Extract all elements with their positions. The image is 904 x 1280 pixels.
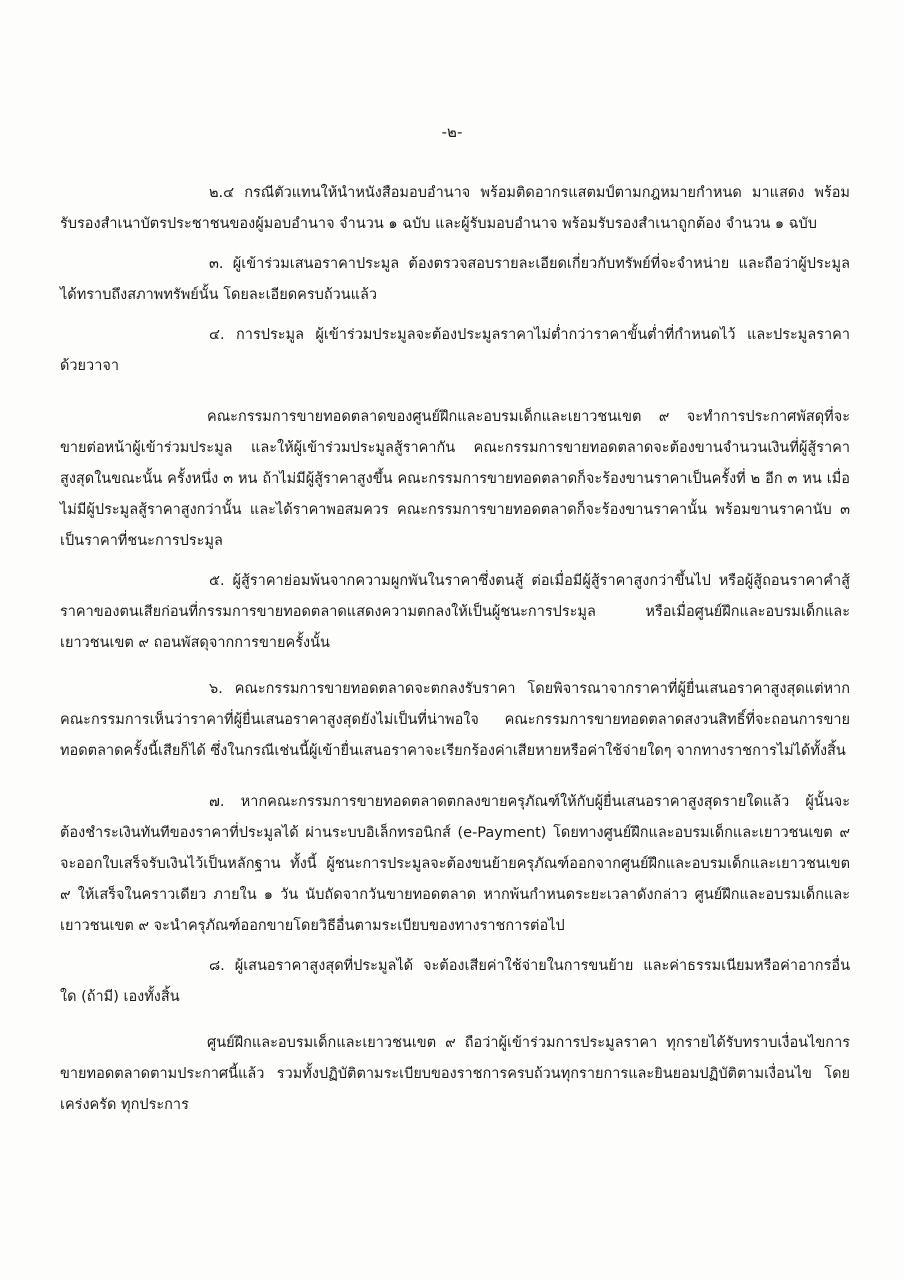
clause-4: ๔. การประมูล ผู้เข้าร่วมประมูลจะต้องประมูลราคาไม่ต่ำกว่าราคาขั้นต่ำที่กำหนดไว้ และประมูลราคาด้วยวาจา [60, 327, 850, 374]
closing-paragraph: ศูนย์ฝึกและอบรมเด็กและเยาวชนเขต ๙ ถือว่าผู้เข้าร่วมการประมูลราคา ทุกรายได้รับทราบเงื่อนไขการขายทอดตลาดตามประกาศนี้แล้ว รวมทั้งปฏิบัติตามระเบียบของราชการครบถ้วนทุกรายการและยินยอมปฏิบัติตามเงื่อนไข โดยเคร่งครัด ทุกประการ [60, 1035, 850, 1113]
clause-4-detail: คณะกรรมการขายทอดตลาดของศูนย์ฝึกและอบรมเด็กและเยาวชนเขต ๙ จะทำการประกาศพัสดุที่จะขายต่อหน้าผู้เข้าร่วมประมูล และให้ผู้เข้าร่วมประมูลสู้ราคากัน คณะกรรมการขายทอดตลาดจะต้องขานจำนวนเงินที่ผู้สู้ราคาสูงสุดในขณะนั้น ครั้งหนึ่ง ๓ หน ถ้าไม่มีผู้สู้ราคาสูงขึ้น คณะกรรมการขายทอดตลาดก็จะร้องขานราคาเป็นครั้งที่ ๒ อีก ๓ หน เมื่อไม่มีผู้ประมูลสู้ราคาสูงกว่านั้น และได้ราคาพอสมควร คณะกรรมการขายทอดตลาดก็จะร้องขานราคานั้น พร้อมขานราคานับ ๓ เป็นราคาที่ชนะการประมูล [60, 409, 850, 549]
clause-5: ๕. ผู้สู้ราคาย่อมพ้นจากความผูกพันในราคาซึ่งตนสู้ ต่อเมื่อมีผู้สู้ราคาสูงกว่าขึ้นไป หรือผู้สู้ถอนราคาคำสู้ราคาของตนเสียก่อนที่กรรมการขายทอดตลาดแสดงความตกลงให้เป็นผู้ชนะการประมูล หรือเมื่อศูนย์ฝึกและอบรมเด็กและเยาวชนเขต ๙ ถอนพัสดุจากการขายครั้งนั้น [60, 573, 850, 651]
clause-8: ๘. ผู้เสนอราคาสูงสุดที่ประมูลได้ จะต้องเสียค่าใช้จ่ายในการขนย้าย และค่าธรรมเนียมหรือค่าอากรอื่นใด (ถ้ามี) เองทั้งสิ้น [60, 958, 850, 1005]
clause-6: ๖. คณะกรรมการขายทอดตลาดจะตกลงรับราคา โดยพิจารณาจากราคาที่ผู้ยื่นเสนอราคาสูงสุดแต่หากคณะกรรมการเห็นว่าราคาที่ผู้ยื่นเสนอราคาสูงสุดยังไม่เป็นที่น่าพอใจ คณะกรรมการขายทอดตลาดสงวนสิทธิ์ที่จะถอนการขายทอดตลาดครั้งนี้เสียก็ได้ ซึ่งในกรณีเช่นนี้ผู้เข้ายื่นเสนอราคาจะเรียกร้องค่าเสียหายหรือค่าใช้จ่ายใดๆ จากทางราชการไม่ได้ทั้งสิ้น [60, 681, 850, 759]
document-body [60, 178, 850, 1121]
page-number: -๒- [441, 123, 463, 141]
clause-3: ๓. ผู้เข้าร่วมเสนอราคาประมูล ต้องตรวจสอบรายละเอียดเกี่ยวกับทรัพย์ที่จะจำหน่าย และถือว่าผู้ประมูลได้ทราบถึงสภาพทรัพย์นั้น โดยละเอียดครบถ้วนแล้ว [60, 256, 850, 303]
clause-7: ๗. หากคณะกรรมการขายทอดตลาดตกลงขายครุภัณฑ์ให้กับผู้ยื่นเสนอราคาสูงสุดรายใดแล้ว ผู้นั้นจะต้องชำระเงินทันทีของราคาที่ประมูลได้ ผ่านระบบอิเล็กทรอนิกส์ (e-Payment) โดยทางศูนย์ฝึกและอบรมเด็กและเยาวชนเขต ๙ จะออกใบเสร็จรับเงินไว้เป็นหลักฐาน ทั้งนี้ ผู้ชนะการประมูลจะต้องขนย้ายครุภัณฑ์ออกจากศูนย์ฝึกและอบรมเด็กและเยาวชนเขต ๙ ให้เสร็จในคราวเดียว ภายใน ๑ วัน นับถัดจากวันขายทอดตลาด หากพ้นกำหนดระยะเวลาดังกล่าว ศูนย์ฝึกและอบรมเด็กและเยาวชนเขต ๙ จะนำครุภัณฑ์ออกขายโดยวิธีอื่นตามระเบียบของทางราชการต่อไป [60, 794, 850, 934]
clause-2-4: ๒.๔ กรณีตัวแทนให้นำหนังสือมอบอำนาจ พร้อมติดอากรแสตมป์ตามกฎหมายกำหนด มาแสดง พร้อมรับรองสำเนาบัตรประชาชนของผู้มอบอำนาจ จำนวน ๑ ฉบับ และผู้รับมอบอำนาจ พร้อมรับรองสำเนาถูกต้อง จำนวน ๑ ฉบับ [60, 185, 850, 232]
